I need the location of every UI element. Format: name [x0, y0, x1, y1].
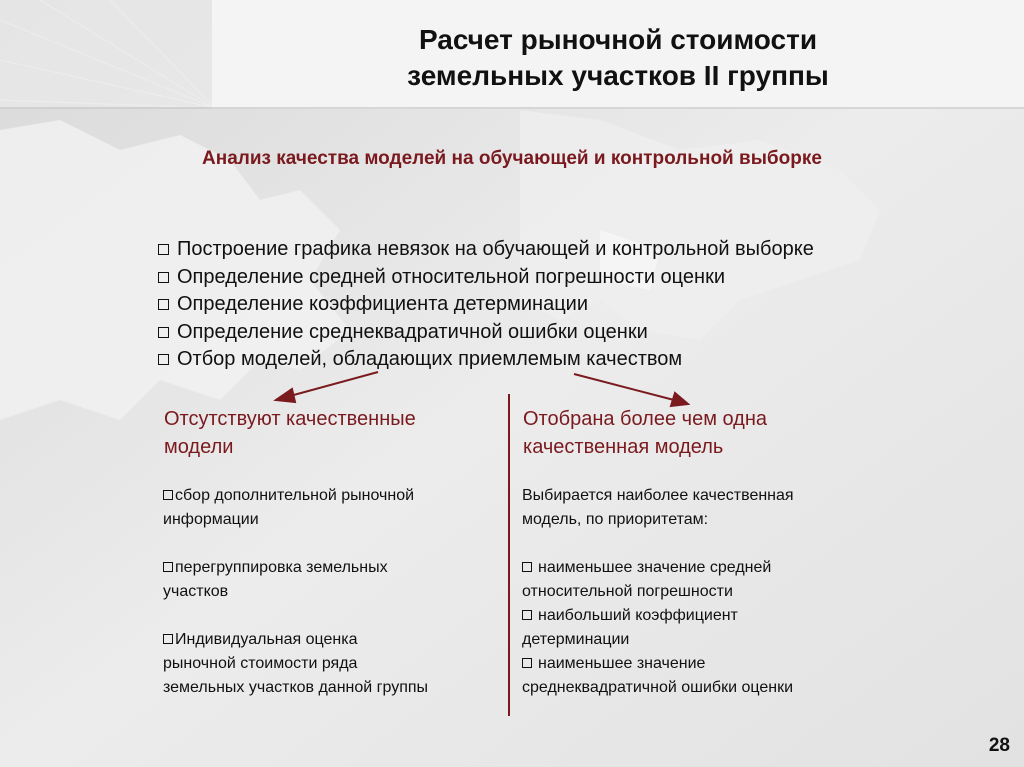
left-column-heading	[164, 405, 494, 461]
left-item-2-line2: участков	[163, 583, 229, 600]
right-column-heading	[523, 405, 903, 461]
slide-title-line2: земельных участков II группы	[407, 60, 829, 91]
checklist-item-label: Определение среднеквадратичной ошибки оценки	[177, 320, 648, 343]
checkbox-icon	[158, 354, 169, 365]
checklist-item	[158, 236, 814, 264]
right-heading-line2: качественная модель	[523, 436, 724, 458]
page-number: 28	[988, 735, 1010, 756]
right-priority-3	[522, 652, 902, 676]
checklist-item	[158, 346, 814, 374]
right-heading-line1: Отобрана более чем одна	[523, 408, 768, 430]
checkbox-icon	[163, 490, 173, 500]
checklist-item	[158, 264, 814, 292]
right-priority-1-line1: наименьшее значение средней	[538, 559, 772, 576]
checklist-item	[158, 291, 814, 319]
left-item-3-line2: рыночной стоимости ряда	[163, 655, 358, 672]
checkbox-icon	[163, 562, 173, 572]
right-priority-1	[522, 556, 902, 580]
left-item-1-line2: информации	[163, 511, 259, 528]
left-item-3-line3: земельных участков данной группы	[163, 679, 429, 696]
left-item-2	[163, 556, 503, 580]
checkbox-icon	[163, 634, 173, 644]
slide-subtitle: Анализ качества моделей на обучающей и контрольной выборке	[202, 148, 822, 169]
left-heading-line2: модели	[164, 436, 234, 458]
right-intro-line2: модель, по приоритетам:	[522, 511, 709, 528]
slide-title-line1: Расчет рыночной стоимости	[418, 24, 818, 55]
left-item-1	[163, 484, 503, 508]
right-column-list	[522, 484, 902, 700]
right-priority-1-line2: относительной погрешности	[522, 583, 733, 600]
checklist-item-label: Определение коэффициента детерминации	[177, 293, 589, 315]
checklist-item-label: Построение графика невязок на обучающей и контрольной выборке	[177, 238, 814, 260]
left-item-2-line1: перегруппировка земельных	[175, 559, 388, 576]
checkbox-icon	[158, 299, 169, 310]
right-priority-2	[522, 604, 902, 628]
left-item-1-line1: сбор дополнительной рыночной	[175, 487, 415, 504]
left-item-3	[163, 628, 503, 652]
right-priority-3-line1: наименьшее значение	[538, 655, 706, 672]
right-priority-2-line2: детерминации	[522, 631, 630, 648]
left-column-list	[163, 484, 503, 700]
checkbox-icon	[522, 610, 532, 620]
checklist-item	[158, 319, 814, 347]
left-heading-line1: Отсутствуют качественные	[164, 408, 416, 430]
checklist-item-label: Определение средней относительной погрешности оценки	[177, 265, 725, 288]
checkbox-icon	[522, 658, 532, 668]
checklist-item-label: Отбор моделей, обладающих приемлемым качеством	[177, 348, 683, 370]
checkbox-icon	[158, 327, 169, 338]
right-intro-line1: Выбирается наиболее качественная	[522, 487, 794, 504]
left-item-3-line1: Индивидуальная оценка	[175, 631, 358, 648]
checklist	[158, 236, 814, 374]
checkbox-icon	[158, 272, 169, 283]
slide-title	[212, 18, 1024, 106]
checkbox-icon	[522, 562, 532, 572]
checkbox-icon	[158, 244, 169, 255]
right-priority-2-line1: наибольший коэффициент	[538, 607, 738, 624]
right-priority-3-line2: среднеквадратичной ошибки оценки	[522, 679, 794, 696]
